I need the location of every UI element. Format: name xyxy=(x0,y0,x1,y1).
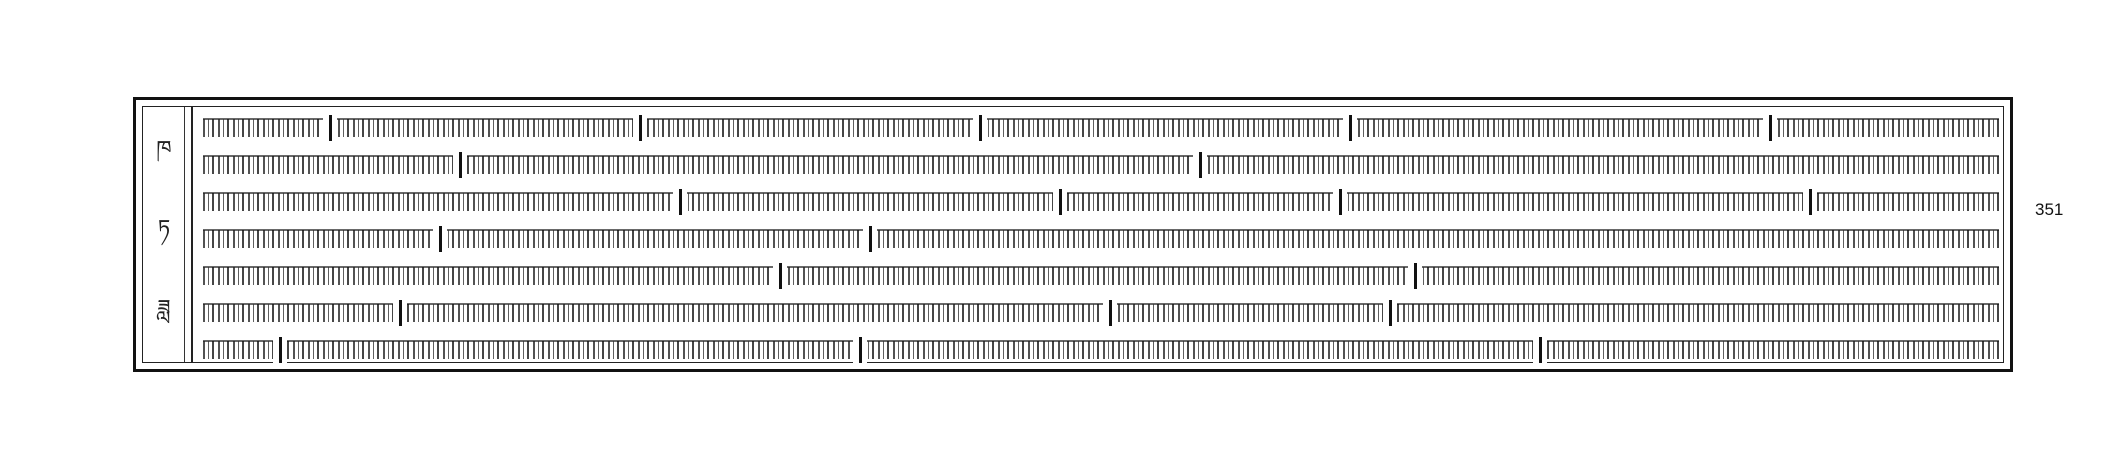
script-line-6 xyxy=(203,294,1999,330)
folio-frame xyxy=(133,97,2013,372)
margin-annotation xyxy=(147,115,181,354)
script-line-2 xyxy=(203,146,1999,182)
page-number: 351 xyxy=(2035,200,2064,219)
margin-glyph-1: ཁ xyxy=(156,136,172,162)
script-line-1 xyxy=(203,109,1999,145)
text-block xyxy=(203,107,1999,362)
margin-glyph-2: ཏ xyxy=(157,216,171,242)
script-line-4 xyxy=(203,220,1999,256)
script-line-3 xyxy=(203,183,1999,219)
margin-rule xyxy=(184,107,185,362)
left-margin-column xyxy=(143,107,193,362)
margin-glyph-3: ཟླ xyxy=(157,296,171,322)
script-line-7 xyxy=(203,331,1999,367)
folio-inner-border xyxy=(142,106,2004,363)
script-line-5 xyxy=(203,257,1999,293)
